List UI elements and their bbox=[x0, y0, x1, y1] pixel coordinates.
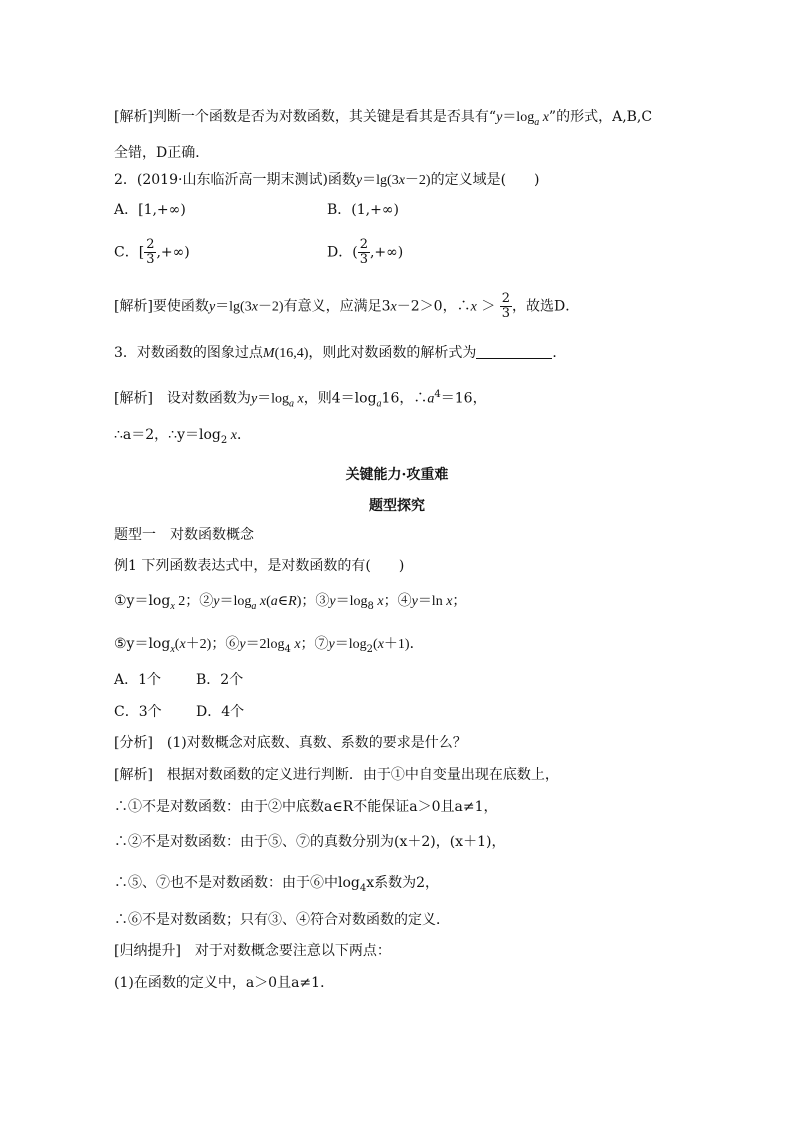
example-1-option-b: B．2个 bbox=[196, 672, 244, 688]
example-1-stem: 例1 下列函数表达式中，是对数函数的有( ) bbox=[114, 558, 405, 574]
example-1-option-a: A．1个 bbox=[114, 672, 162, 688]
q2-option-b: B．(1,+∞) bbox=[327, 202, 399, 218]
summary-point-1: (1)在函数的定义中，a＞0且a≠1． bbox=[114, 975, 335, 991]
solution-text-4: ∴⑤、⑦也不是对数函数：由于⑥中$\log_4x$系数为2， bbox=[114, 875, 440, 894]
q2-option-a: A．[1,+∞) bbox=[114, 202, 186, 218]
solution-text-3: ∴②不是对数函数：由于⑤、⑦的真数分别为(x＋2)，(x＋1)， bbox=[114, 834, 506, 850]
section-subheading: 题型探究 bbox=[369, 498, 425, 514]
summary-heading: [归纳提升] 对于对数概念要注意以下两点： bbox=[114, 943, 391, 959]
fraction-two-thirds: $\frac{2}{3}$ bbox=[146, 237, 155, 267]
solution-line-1: [解析]判断一个函数是否为对数函数，其关键是看其是否具有“$y=\log_a$ x”的形式，A,B,C bbox=[114, 109, 653, 128]
formula-y-log-a-x: y bbox=[496, 110, 503, 125]
example-1-list-2: $⑤y=\log_x(x+2)$；$⑥y=2\log_4$ x；$⑦y=\log_2(x+1)$． bbox=[114, 636, 424, 655]
example-1-option-d: D．4个 bbox=[196, 704, 245, 720]
question-2-stem: 2．(2019·山东临沂高一期末测试)函数y＝lg(3x－2)的定义域是( ) bbox=[114, 172, 540, 188]
solution-text-1: [解析] 根据对数函数的定义进行判断．由于①中自变量出现在底数上， bbox=[114, 767, 559, 783]
example-1-list-1: $①y=\log_x$ 2；$②y=\log_a$ x(a∈R)；$③y=\log_8$ x；④y＝ln x； bbox=[114, 593, 467, 612]
solution-text-2: ∴①不是对数函数：由于②中底数a∈R不能保证a＞0且a≠1， bbox=[114, 799, 498, 815]
type-1-label: 题型一 对数函数概念 bbox=[114, 527, 254, 543]
question-3-stem: 3．对数函数的图象过点M(16,4)，则此对数函数的解析式为 ． bbox=[114, 345, 567, 361]
q2-option-c: C．[ $\frac{2}{3}$ ,+∞) bbox=[114, 237, 190, 267]
solution-text-5: ∴⑥不是对数函数；只有③、④符合对数函数的定义． bbox=[114, 912, 450, 928]
analysis-line: [分析] (1)对数概念对底数、真数、系数的要求是什么？ bbox=[114, 735, 467, 751]
answer-blank[interactable] bbox=[476, 344, 552, 359]
example-1-option-c: C．3个 bbox=[114, 704, 162, 720]
q2-solution: [解析]要使函数y＝lg(3x－2)有意义，应满足3x－2＞0，∴x ＞ $\frac{2}{3}$ ，故选D． bbox=[114, 291, 580, 321]
fraction-two-thirds: $\frac{2}{3}$ bbox=[501, 291, 510, 321]
section-heading: 关键能力·攻重难 bbox=[345, 467, 449, 483]
fraction-two-thirds: $\frac{2}{3}$ bbox=[359, 237, 368, 267]
q3-solution-2: ∴a＝2，$\therefore y=\log_2$ x． bbox=[114, 427, 251, 446]
solution-line-2: 全错，D正确． bbox=[114, 145, 210, 161]
q2-option-d: D．( $\frac{2}{3}$ ,+∞) bbox=[327, 237, 404, 267]
q3-solution-1: [解析] 设对数函数为$y=\log_a$ x，则$4=\log_a16$，$\therefore a^4=16$， bbox=[114, 389, 487, 410]
